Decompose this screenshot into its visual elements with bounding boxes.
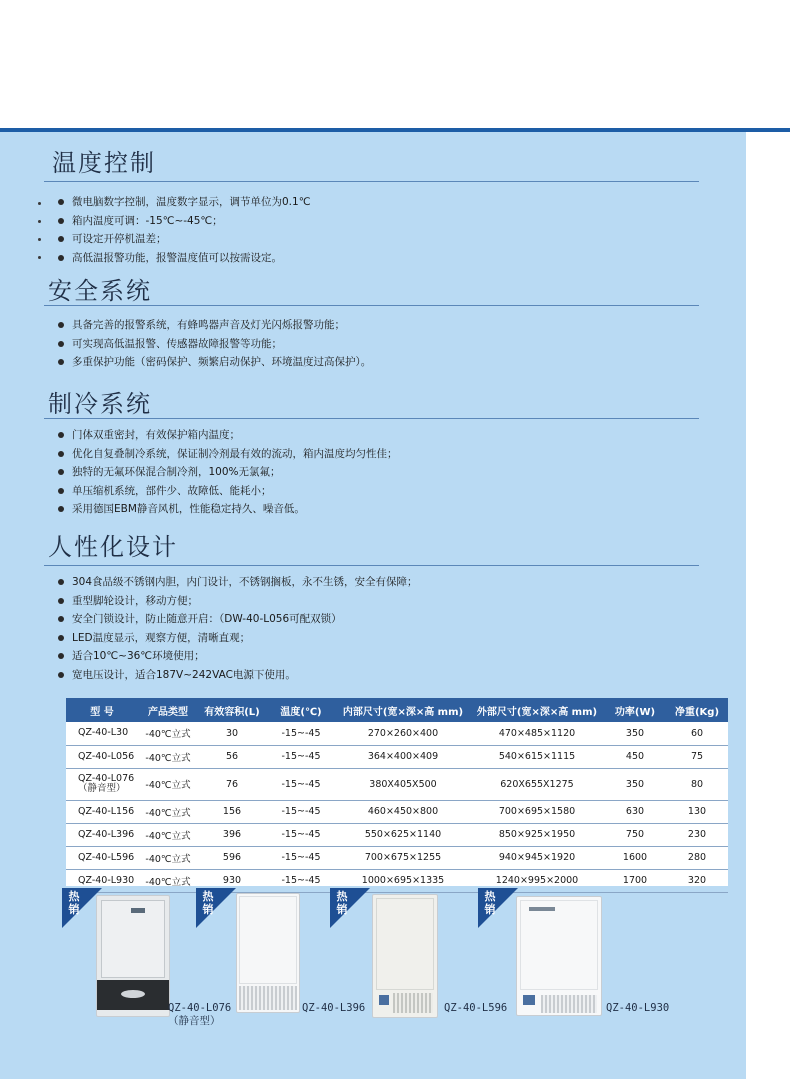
- product-image-l930: [516, 896, 602, 1016]
- col-outer-size: 外部尺寸(宽×深×高 mm): [470, 698, 604, 722]
- list-item: 独特的无氟环保混合制冷剂，100%无氯氟；: [58, 463, 398, 482]
- spec-table: [66, 698, 728, 886]
- edge-dot: [38, 238, 41, 241]
- section-rule: [44, 305, 699, 306]
- cell-weight: 130: [666, 800, 728, 823]
- list-item: LED温度显示，观察方便，清晰直观；: [58, 629, 418, 648]
- table-header-row: [66, 698, 728, 722]
- edge-dot: [38, 256, 41, 259]
- cell-type: -40℃立式: [138, 869, 198, 892]
- list-item: 重型脚轮设计，移动方便；: [58, 592, 418, 611]
- cell-volume: 30: [198, 722, 266, 745]
- model-note: （静音型）: [78, 783, 126, 794]
- cell-inner: 380X405X500: [336, 768, 470, 800]
- badge-text: 热销: [202, 890, 214, 916]
- bullet-list: [58, 426, 398, 519]
- fridge-door: [520, 900, 598, 990]
- vent-grille: [393, 993, 433, 1013]
- list-item: 可设定开停机温差；: [58, 230, 311, 249]
- section-rule: [44, 565, 699, 566]
- cell-temp: -15~-45: [266, 745, 336, 768]
- logo-mark: [529, 907, 555, 911]
- cell-weight: 230: [666, 823, 728, 846]
- bullet-list: [58, 316, 371, 372]
- cell-inner: 460×450×800: [336, 800, 470, 823]
- hot-sale-badge: [330, 888, 374, 932]
- list-item: 304食品级不锈钢内胆，内门设计，不锈钢搁板，永不生锈，安全有保障；: [58, 573, 418, 592]
- table-row: [66, 823, 728, 846]
- cell-power: 350: [604, 722, 666, 745]
- cell-inner: 1000×695×1335: [336, 869, 470, 892]
- cell-model: QZ-40-L056: [66, 745, 138, 768]
- bullet-list: [58, 193, 311, 267]
- cell-weight: 280: [666, 846, 728, 869]
- vent-grille: [541, 995, 597, 1013]
- table-row: [66, 846, 728, 869]
- fridge-door: [376, 898, 434, 990]
- cell-power: 1600: [604, 846, 666, 869]
- cell-power: 450: [604, 745, 666, 768]
- cell-volume: 156: [198, 800, 266, 823]
- list-item: 微电脑数字控制，温度数字显示，调节单位为0.1℃: [58, 193, 311, 212]
- list-item: 安全门锁设计，防止随意开启：（DW-40-L056可配双锁）: [58, 610, 418, 629]
- badge-text: 热销: [484, 890, 496, 916]
- cell-volume: 396: [198, 823, 266, 846]
- list-item: 箱内温度可调：-15℃~-45℃；: [58, 212, 311, 231]
- product-model: QZ-40-L930: [606, 1002, 670, 1014]
- cell-type: -40℃立式: [138, 768, 198, 800]
- cell-power: 750: [604, 823, 666, 846]
- table-row: [66, 745, 728, 768]
- list-item: 宽电压设计，适合187V~242VAC电源下使用。: [58, 666, 418, 685]
- product-model: QZ-40-L396: [302, 1002, 366, 1014]
- cell-type: -40℃立式: [138, 745, 198, 768]
- logo-mark: [121, 990, 145, 998]
- edge-dot: [38, 220, 41, 223]
- cell-inner: 550×625×1140: [336, 823, 470, 846]
- cell-temp: -15~-45: [266, 823, 336, 846]
- cell-model: QZ-40-L156: [66, 800, 138, 823]
- cell-weight: 320: [666, 869, 728, 892]
- col-temp: 温度(℃): [266, 698, 336, 722]
- display-panel: [131, 908, 145, 913]
- cell-model: QZ-40-L930: [66, 869, 138, 892]
- col-power: 功率(W): [604, 698, 666, 722]
- cell-outer: 940×945×1920: [470, 846, 604, 869]
- table-row: [66, 768, 728, 800]
- cell-inner: 270×260×400: [336, 722, 470, 745]
- cell-weight: 60: [666, 722, 728, 745]
- cell-temp: -15~-45: [266, 869, 336, 892]
- cell-outer: 1240×995×2000: [470, 869, 604, 892]
- cell-model: QZ-40-L396: [66, 823, 138, 846]
- col-weight: 净重(Kg): [666, 698, 728, 722]
- fridge-door: [239, 896, 297, 984]
- cell-temp: -15~-45: [266, 846, 336, 869]
- table-row: [66, 722, 728, 745]
- cell-weight: 75: [666, 745, 728, 768]
- cell-model: QZ-40-L30: [66, 722, 138, 745]
- col-inner-size: 内部尺寸(宽×深×高 mm): [336, 698, 470, 722]
- list-item: 门体双重密封，有效保护箱内温度；: [58, 426, 398, 445]
- section-title: 人性化设计: [48, 533, 178, 561]
- cell-temp: -15~-45: [266, 800, 336, 823]
- list-item: 优化自复叠制冷系统，保证制冷剂最有效的流动，箱内温度均匀性佳；: [58, 445, 398, 464]
- edge-dot: [38, 202, 41, 205]
- product-image-l396: [236, 893, 300, 1013]
- cell-temp: -15~-45: [266, 722, 336, 745]
- list-item: 采用德国EBM静音风机，性能稳定持久、噪音低。: [58, 500, 398, 519]
- cell-volume: 56: [198, 745, 266, 768]
- section-title: 安全系统: [48, 277, 152, 305]
- cell-outer: 620X655X1275: [470, 768, 604, 800]
- cell-type: -40℃立式: [138, 722, 198, 745]
- control-panel: [379, 995, 389, 1005]
- list-item: 单压缩机系统，部件少、故障低、能耗小；: [58, 482, 398, 501]
- cell-volume: 930: [198, 869, 266, 892]
- cell-temp: -15~-45: [266, 768, 336, 800]
- cell-inner: 700×675×1255: [336, 846, 470, 869]
- section-rule: [44, 418, 699, 419]
- col-model: 型 号: [66, 698, 138, 722]
- badge-text: 热销: [336, 890, 348, 916]
- cell-outer: 470×485×1120: [470, 722, 604, 745]
- control-panel: [523, 995, 535, 1005]
- cell-outer: 700×695×1580: [470, 800, 604, 823]
- model-name: QZ-40-L076: [78, 773, 135, 784]
- col-volume: 有效容积(L): [198, 698, 266, 722]
- section-title: 制冷系统: [48, 390, 152, 418]
- vent-grille: [239, 986, 297, 1010]
- cell-model: QZ-40-L596: [66, 846, 138, 869]
- product-model: QZ-40-L596: [444, 1002, 508, 1014]
- cell-power: 1700: [604, 869, 666, 892]
- product-image-l076: [96, 895, 170, 1017]
- table-row: [66, 869, 728, 892]
- list-item: 适合10℃~36℃环境使用；: [58, 647, 418, 666]
- cell-weight: 80: [666, 768, 728, 800]
- cell-type: -40℃立式: [138, 846, 198, 869]
- cell-inner: 364×400×409: [336, 745, 470, 768]
- cell-outer: 540×615×1115: [470, 745, 604, 768]
- product-note: （静音型）: [168, 1015, 221, 1027]
- list-item: 可实现高低温报警、传感器故障报警等功能；: [58, 335, 371, 354]
- col-type: 产品类型: [138, 698, 198, 722]
- badge-text: 热销: [68, 890, 80, 916]
- cell-power: 350: [604, 768, 666, 800]
- section-title: 温度控制: [52, 149, 156, 177]
- section-rule: [44, 181, 699, 182]
- product-image-l596: [372, 894, 438, 1018]
- list-item: 高低温报警功能，报警温度值可以按需设定。: [58, 249, 311, 268]
- table-row: [66, 800, 728, 823]
- cell-model: [66, 768, 138, 800]
- bullet-list: [58, 573, 418, 684]
- cell-type: -40℃立式: [138, 823, 198, 846]
- hot-sale-badge: [196, 888, 240, 932]
- cell-power: 630: [604, 800, 666, 823]
- cell-volume: 596: [198, 846, 266, 869]
- list-item: 多重保护功能（密码保护、频繁启动保护、环境温度过高保护）。: [58, 353, 371, 372]
- cell-volume: 76: [198, 768, 266, 800]
- product-model: QZ-40-L076: [168, 1002, 232, 1014]
- cell-type: -40℃立式: [138, 800, 198, 823]
- list-item: 具备完善的报警系统，有蜂鸣器声音及灯光闪烁报警功能；: [58, 316, 371, 335]
- cell-outer: 850×925×1950: [470, 823, 604, 846]
- product-label: [168, 1002, 231, 1028]
